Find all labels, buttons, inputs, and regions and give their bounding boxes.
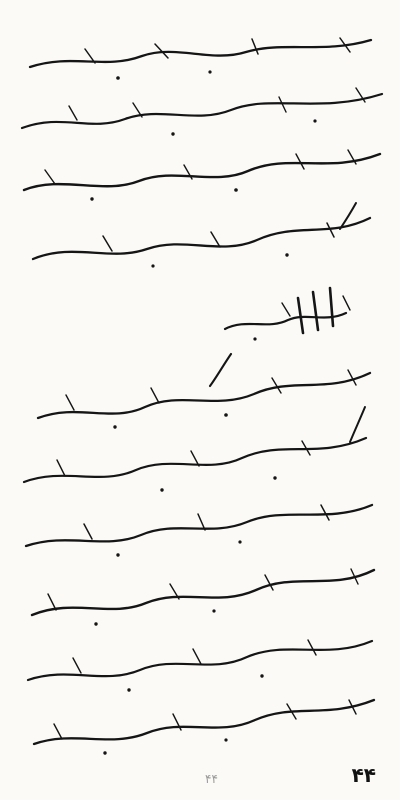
handwriting-line-5 <box>225 288 350 341</box>
handwriting-line-9 <box>32 569 374 626</box>
handwriting-line-2 <box>22 88 382 136</box>
handwriting-line-4 <box>33 203 370 268</box>
handwriting-line-1 <box>30 38 371 80</box>
handwriting-line-11 <box>34 700 374 755</box>
handwriting-line-7 <box>24 407 366 492</box>
handwriting-line-3 <box>24 150 380 201</box>
faint-page-mark: ۴۴ <box>205 772 218 786</box>
page-number: ۴۴ <box>351 763 376 787</box>
handwriting-line-10 <box>28 640 372 692</box>
handwriting-line-8 <box>26 505 372 557</box>
handwriting-line-6 <box>38 354 370 429</box>
